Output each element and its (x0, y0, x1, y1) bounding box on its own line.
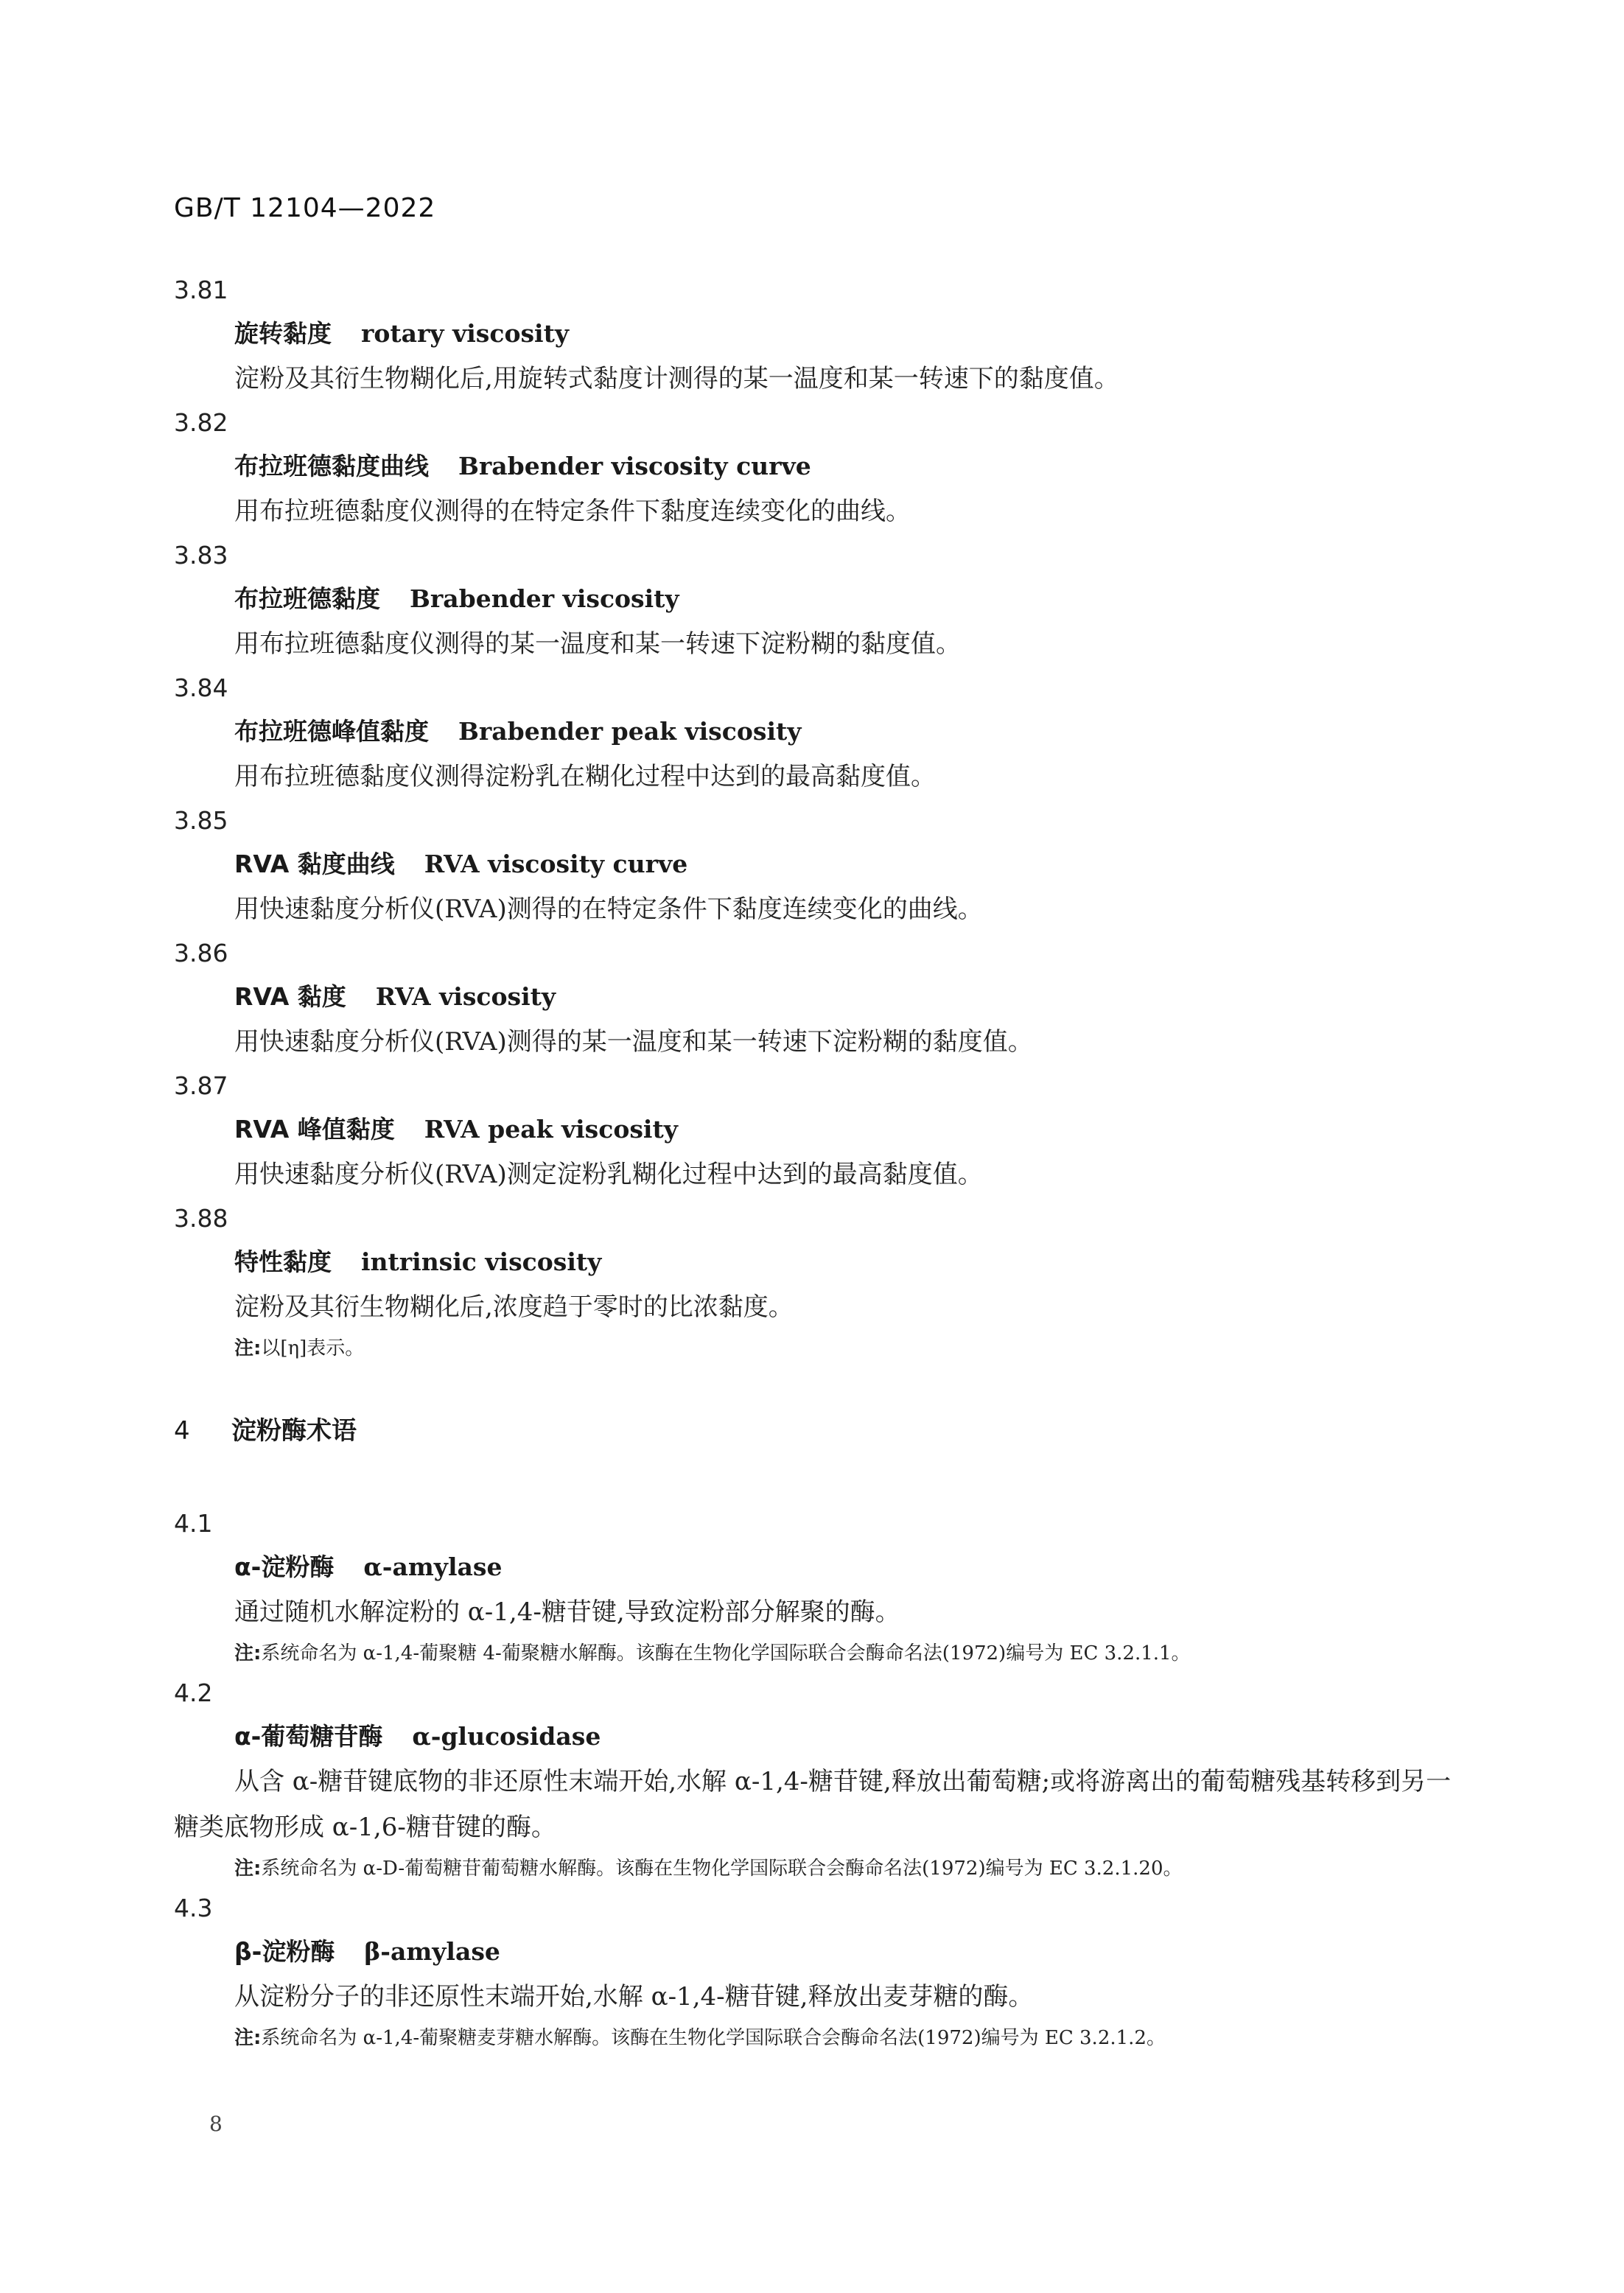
note-label: 注: (234, 2027, 262, 2049)
term-title (234, 1930, 1471, 1974)
term-definition: 从含 α-糖苷键底物的非还原性末端开始,水解 α-1,4-糖苷键,释放出葡萄糖;或将游离出的葡萄糖残基转移到另一糖类底物形成 α-1,6-糖苷键的酶。 (174, 1767, 1452, 1842)
term-zh: β-淀粉酶 (234, 1937, 335, 1966)
term-note (234, 1635, 1471, 1672)
term-definition: 用布拉班德黏度仪测得淀粉乳在糊化过程中达到的最高黏度值。 (234, 762, 936, 791)
entry-number: 3.87 (174, 1071, 228, 1100)
entry-number: 3.85 (174, 806, 228, 835)
note-text: 系统命名为 α-1,4-葡聚糖 4-葡聚糖水解酶。该酶在生物化学国际联合会酶命名法(1972)编号为 EC 3.2.1.1。 (261, 1642, 1191, 1664)
term-note (234, 2020, 1471, 2056)
term-zh: α-葡萄糖苷酶 (234, 1722, 383, 1751)
term-title (234, 710, 1471, 754)
term-entry-3-83 (174, 534, 1471, 667)
term-entry-3-86 (174, 932, 1471, 1065)
term-zh: 布拉班德峰值黏度 (234, 717, 429, 746)
entry-number: 4.3 (174, 1894, 213, 1922)
term-note (234, 1850, 1471, 1887)
entry-number: 3.81 (174, 276, 228, 304)
entry-number: 3.88 (174, 1204, 228, 1233)
term-en: α-glucosidase (412, 1722, 601, 1751)
entry-number: 3.84 (174, 673, 228, 702)
term-definition: 用布拉班德黏度仪测得的某一温度和某一转速下淀粉糊的黏度值。 (234, 629, 961, 659)
term-entry-4-1 (174, 1502, 1471, 1672)
section-heading (174, 1412, 1471, 1449)
note-text: 系统命名为 α-D-葡萄糖苷葡萄糖水解酶。该酶在生物化学国际联合会酶命名法(1972)编号为 EC 3.2.1.20。 (261, 1858, 1183, 1880)
term-en: intrinsic viscosity (361, 1247, 602, 1276)
term-definition: 用快速黏度分析仪(RVA)测得的在特定条件下黏度连续变化的曲线。 (234, 895, 983, 924)
note-text: 系统命名为 α-1,4-葡聚糖麦芽糖水解酶。该酶在生物化学国际联合会酶命名法(1972)编号为 EC 3.2.1.2。 (261, 2027, 1166, 2049)
term-en: RVA viscosity curve (424, 850, 688, 878)
term-definition: 从淀粉分子的非还原性末端开始,水解 α-1,4-糖苷键,释放出麦芽糖的酶。 (234, 1982, 1034, 2012)
term-entry-3-82 (174, 402, 1471, 534)
term-zh: 特性黏度 (234, 1247, 332, 1276)
term-definition: 通过随机水解淀粉的 α-1,4-糖苷键,导致淀粉部分解聚的酶。 (234, 1597, 900, 1627)
term-zh: α-淀粉酶 (234, 1552, 335, 1581)
term-en: RVA peak viscosity (424, 1115, 678, 1144)
term-note (234, 1330, 1471, 1367)
term-en: RVA viscosity (375, 982, 556, 1011)
entry-number: 4.2 (174, 1678, 213, 1707)
note-text: 以[η]表示。 (261, 1337, 365, 1359)
term-definition: 淀粉及其衍生物糊化后,用旋转式黏度计测得的某一温度和某一转速下的黏度值。 (234, 364, 1119, 393)
term-zh: 旋转黏度 (234, 319, 332, 348)
term-title (234, 975, 1471, 1019)
entry-number: 4.1 (174, 1509, 213, 1538)
note-label: 注: (234, 1642, 262, 1664)
term-title (234, 577, 1471, 621)
entry-number: 3.82 (174, 408, 228, 437)
note-label: 注: (234, 1858, 262, 1880)
term-zh: 布拉班德黏度曲线 (234, 452, 429, 480)
term-definition: 用快速黏度分析仪(RVA)测定淀粉乳糊化过程中达到的最高黏度值。 (234, 1160, 983, 1189)
term-zh: RVA 峰值黏度 (234, 1115, 395, 1144)
term-title (234, 312, 1471, 356)
term-entry-4-3 (174, 1887, 1471, 2056)
page-number: 8 (209, 2112, 223, 2136)
term-zh: RVA 黏度 (234, 982, 346, 1011)
term-title (234, 1240, 1471, 1284)
term-entry-4-2 (174, 1672, 1471, 1887)
term-title (234, 842, 1471, 886)
term-en: β-amylase (364, 1937, 500, 1966)
term-title (234, 1715, 1471, 1759)
term-en: Brabender viscosity curve (458, 452, 811, 480)
page-content (174, 269, 1471, 2056)
term-entry-3-81 (174, 269, 1471, 402)
term-entry-3-84 (174, 667, 1471, 799)
term-en: Brabender viscosity (410, 584, 679, 613)
term-en: α-amylase (363, 1552, 503, 1581)
note-label: 注: (234, 1337, 262, 1359)
term-title (234, 1545, 1471, 1589)
term-zh: RVA 黏度曲线 (234, 850, 395, 878)
term-en: Brabender peak viscosity (458, 717, 802, 746)
section-number: 4 (174, 1416, 190, 1446)
term-entry-3-87 (174, 1065, 1471, 1197)
term-entry-3-85 (174, 799, 1471, 932)
standard-header: GB/T 12104—2022 (174, 193, 436, 223)
term-entry-3-88 (174, 1197, 1471, 1367)
term-en: rotary viscosity (361, 319, 569, 348)
entry-number: 3.86 (174, 939, 228, 967)
term-title (234, 1107, 1471, 1152)
term-definition: 用快速黏度分析仪(RVA)测得的某一温度和某一转速下淀粉糊的黏度值。 (234, 1027, 1033, 1057)
term-title (234, 444, 1471, 489)
term-definition: 淀粉及其衍生物糊化后,浓度趋于零时的比浓黏度。 (234, 1292, 794, 1322)
section-title: 淀粉酶术语 (231, 1416, 357, 1446)
term-definition: 用布拉班德黏度仪测得的在特定条件下黏度连续变化的曲线。 (234, 497, 911, 526)
term-zh: 布拉班德黏度 (234, 584, 380, 613)
entry-number: 3.83 (174, 541, 228, 570)
